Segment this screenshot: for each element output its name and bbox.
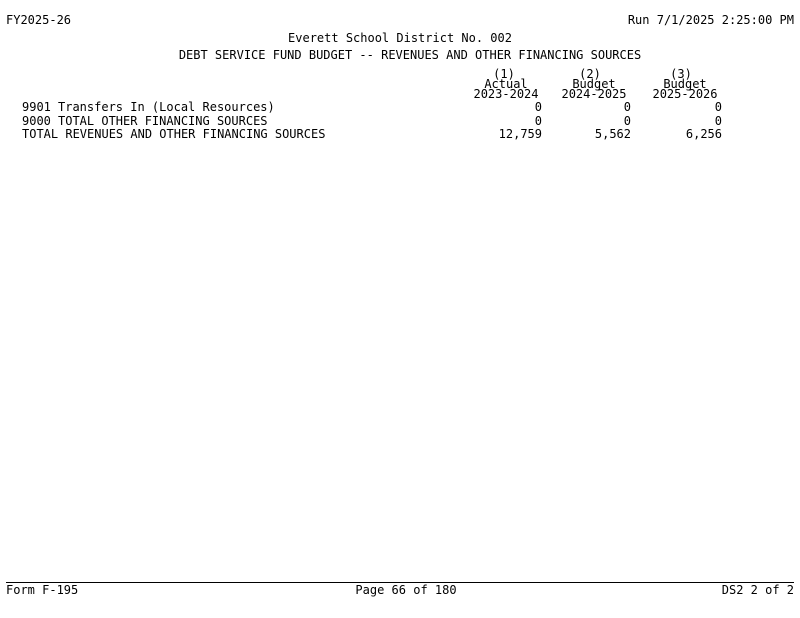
row-value-budget-prior: 0 — [623, 100, 631, 114]
total-value-actual: 12,759 — [498, 127, 542, 141]
col2-year: 2024-2025 — [561, 87, 627, 101]
col1-number: (1) — [493, 67, 515, 81]
run-timestamp: Run 7/1/2025 2:25:00 PM — [627, 13, 794, 27]
col3-year: 2025-2026 — [652, 87, 718, 101]
row-value-budget-current: 0 — [714, 114, 722, 128]
total-value-budget-prior: 5,562 — [594, 127, 631, 141]
row-value-budget-prior: 0 — [623, 114, 631, 128]
page-number: Page 66 of 180 — [355, 583, 457, 597]
col1-label: Actual — [484, 77, 528, 91]
col2-number: (2) — [579, 67, 601, 81]
report-title: DEBT SERVICE FUND BUDGET -- REVENUES AND OTHER FINANCING SOURCES — [178, 48, 642, 62]
row-label: Transfers In (Local Resources) — [58, 100, 275, 114]
total-value-budget-current: 6,256 — [685, 127, 722, 141]
row-code: 9000 — [22, 114, 51, 128]
col2-label: Budget — [572, 77, 616, 91]
total-label: TOTAL REVENUES AND OTHER FINANCING SOURCES — [22, 127, 326, 141]
row-value-actual: 0 — [534, 100, 542, 114]
fiscal-year: FY2025-26 — [6, 13, 72, 27]
col1-year: 2023-2024 — [473, 87, 539, 101]
col3-number: (3) — [670, 67, 692, 81]
section-id: DS2 2 of 2 — [721, 583, 794, 597]
row-value-budget-current: 0 — [714, 100, 722, 114]
form-number: Form F-195 — [6, 583, 79, 597]
row-label: TOTAL OTHER FINANCING SOURCES — [58, 114, 268, 128]
district-name: Everett School District No. 002 — [288, 31, 512, 45]
row-value-actual: 0 — [534, 114, 542, 128]
col3-label: Budget — [663, 77, 707, 91]
row-code: 9901 — [22, 100, 51, 114]
